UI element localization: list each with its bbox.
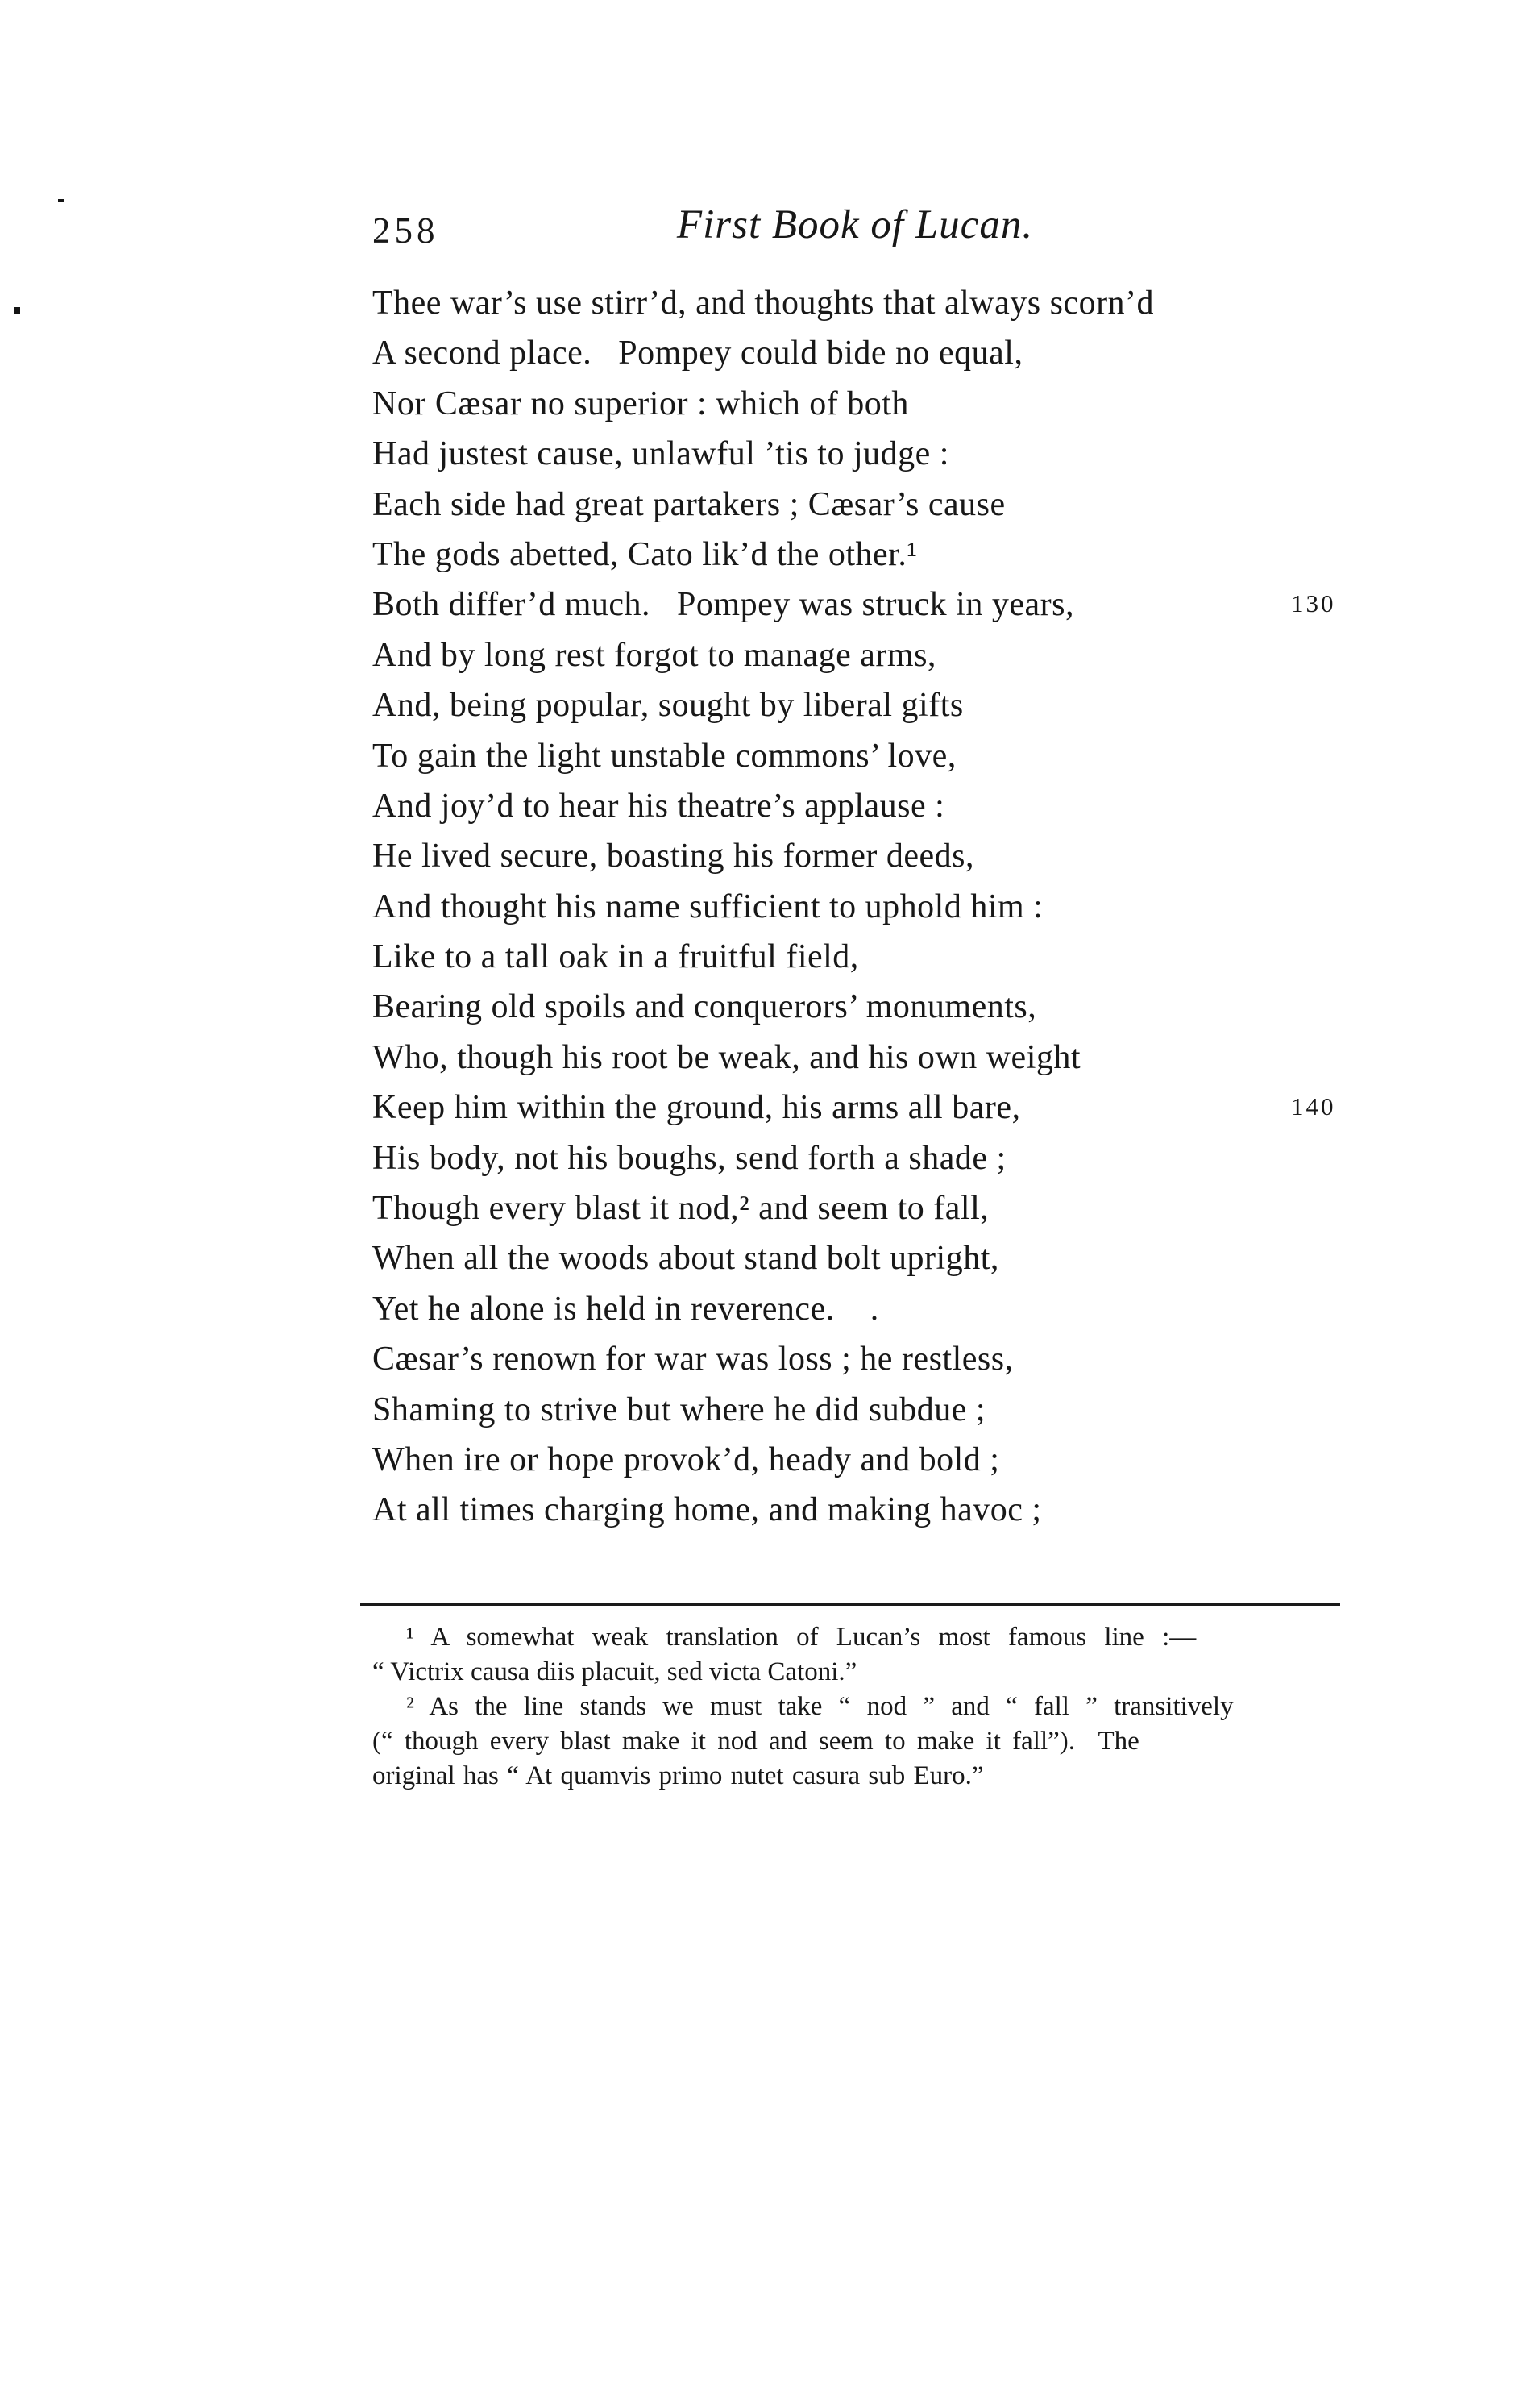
footnote-line: ² As the line stands we must take “ nod ” and “ fall ” transitively	[406, 1692, 1234, 1721]
footnote	[372, 1690, 1338, 1794]
footnote	[372, 1620, 1338, 1690]
poem-line-text: At all times charging home, and making havoc ;	[372, 1491, 1042, 1529]
poem-line	[372, 686, 1412, 736]
poem-line-text: When all the woods about stand bolt upright,	[372, 1240, 999, 1278]
poem-line	[372, 737, 1412, 787]
poem-line-text: Like to a tall oak in a fruitful field,	[372, 938, 859, 976]
poem-line-text: Though every blast it nod,² and seem to fall,	[372, 1190, 990, 1228]
poem-line-text: When ire or hope provok’d, heady and bold ;	[372, 1441, 1000, 1478]
poem-line	[372, 1391, 1412, 1441]
poem-line	[372, 535, 1412, 585]
poem-line	[372, 1340, 1412, 1390]
verse-line-number: 130	[1291, 589, 1336, 618]
footnote-line: original has “ At quamvis primo nutet casura sub Euro.”	[372, 1761, 984, 1790]
poem-line	[372, 385, 1412, 434]
poem-line-text: Shaming to strive but where he did subdue ;	[372, 1391, 986, 1428]
poem-line	[372, 1139, 1412, 1189]
poem-line-text: The gods abetted, Cato lik’d the other.¹	[372, 535, 918, 573]
poem-line	[372, 485, 1412, 535]
poem-line	[372, 1088, 1412, 1138]
poem-line	[372, 1038, 1412, 1088]
scan-speck	[14, 307, 20, 314]
page-header	[372, 202, 1338, 260]
scan-speck	[58, 199, 64, 202]
poem-line-text: Keep him within the ground, his arms all bare,	[372, 1089, 1021, 1127]
footnotes-block	[372, 1620, 1338, 1794]
poem-line-text: Had justest cause, unlawful ’tis to judge :	[372, 435, 949, 473]
footnote-line: “ Victrix causa diis placuit, sed victa Catoni.”	[372, 1657, 857, 1686]
poem-line	[372, 987, 1412, 1037]
poem-line-text: His body, not his boughs, send forth a shade ;	[372, 1139, 1007, 1177]
poem-line-text: Yet he alone is held in reverence. .	[372, 1290, 879, 1328]
poem-line-text: Nor Cæsar no superior : which of both	[372, 385, 909, 422]
footnote-line: ¹ A somewhat weak translation of Lucan’s most famous line :—	[406, 1623, 1197, 1652]
poem-line	[372, 585, 1412, 635]
poem-line	[372, 434, 1412, 484]
poem-line	[372, 787, 1412, 837]
poem-line	[372, 1239, 1412, 1289]
poem-line-text: To gain the light unstable commons’ love,	[372, 737, 957, 775]
poem-line	[372, 334, 1412, 384]
poem-line-text: Bearing old spoils and conquerors’ monuments,	[372, 988, 1037, 1026]
poem-line-text: A second place. Pompey could bide no equal,	[372, 335, 1023, 372]
poem-line	[372, 1490, 1412, 1540]
poem-line	[372, 1290, 1412, 1340]
poem-line-text: And thought his name sufficient to uphold him :	[372, 888, 1044, 925]
poem-line	[372, 1189, 1412, 1239]
poem-line-text: And by long rest forgot to manage arms,	[372, 636, 936, 674]
poem-line	[372, 888, 1412, 938]
poem-line-text: Thee war’s use stirr’d, and thoughts that always scorn’d	[372, 285, 1155, 322]
poem-line	[372, 938, 1412, 987]
poem-line-text: And, being popular, sought by liberal gifts	[372, 687, 964, 725]
poem-line	[372, 1441, 1412, 1490]
running-title: First Book of Lucan.	[676, 202, 1034, 247]
poem-line-text: Cæsar’s renown for war was loss ; he restless,	[372, 1341, 1014, 1378]
poem-line-text: Both differ’d much. Pompey was struck in years,	[372, 586, 1074, 624]
page-number: 258	[372, 210, 439, 251]
poem-line	[372, 284, 1412, 334]
footnote-line: (“ though every blast make it nod and seem to make it fall”). The	[372, 1727, 1139, 1756]
poem-line	[372, 837, 1412, 887]
poem-line-text: And joy’d to hear his theatre’s applause :	[372, 787, 945, 825]
poem-line	[372, 636, 1412, 686]
poem-line-text: Each side had great partakers ; Cæsar’s cause	[372, 485, 1006, 523]
poem-line-text: He lived secure, boasting his former deeds,	[372, 838, 974, 875]
poem-text-block	[372, 284, 1412, 1541]
footnote-divider-rule	[360, 1603, 1340, 1606]
poem-line-text: Who, though his root be weak, and his own weight	[372, 1038, 1081, 1076]
verse-line-number: 140	[1291, 1092, 1336, 1121]
